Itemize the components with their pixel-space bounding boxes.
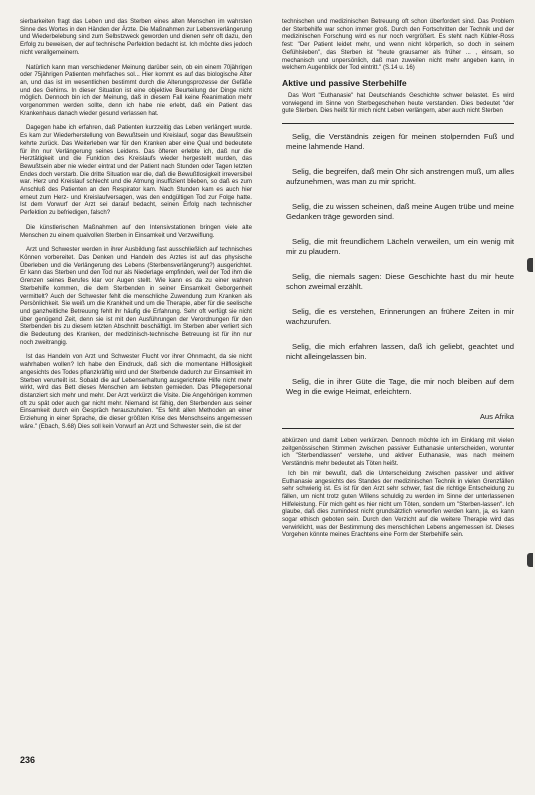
paragraph: Arzt und Schwester werden in ihrer Ausbildung fast ausschließlich auf technisches Können vorbereitet. Das Denken und Handeln des Arztes ist auf das physische Überleben und die Verlängerung des Lebens (Sterbensverlängerung?) ausgerichtet. Er kann das Sterben und den Tod nur als Niederlage empfinden, weil der Tod ihm die Grenzen seines Berufes klar vor Augen stellt. Wie kann es da zu einer wahren Sterbehilfe kommen, die dem Sterbenden in seiner Einsamkeit Geborgenheit vermittelt? Auch der Schwester fehlt die menschliche Zuwendung zum Kranken als Persönlichkeit. Sie weiß um die Krankheit und um die Therapie, aber für die seelische und ganzheitliche Betreuung fehlt ihr häufig die Erfahrung. Sehr oft verfügt sie nicht über genügend Zeit, denn sie ist mit den Ausführungen der Verordnungen für den Sterbenden bis zu diesem letzten Abschnitt beschäftigt. Im Sterben aber verliert sich die Bedeutung des Kranken, der medizinisch-technische Betreuung ist für ihn nur noch zweitrangig. [20,246,252,346]
poem-stanza: Selig, die in ihrer Güte die Tage, die mir noch bleiben auf dem Weg in die ewige Heimat, erleichtern. [286,377,514,397]
poem-stanza: Selig, die mit freundlichem Lächeln verweilen, um ein wenig mit mir zu plaudern. [286,237,514,257]
poem-stanza: Selig, die Verständnis zeigen für meinen stolpernden Fuß und meine lahmende Hand. [286,132,514,152]
poem-source: Aus Afrika [479,412,514,422]
poem-stanza: Selig, die niemals sagen: Diese Geschichte hast du mir heute schon zweimal erzählt. [286,272,514,292]
page-number: 236 [20,755,36,765]
left-text-column [20,18,252,432]
binder-hole-mark [527,553,533,567]
poem-stanza: Selig, die mich erfahren lassen, daß ich geliebt, geachtet und nicht alleingelassen bin. [286,342,514,362]
binder-hole-mark [527,258,533,272]
paragraph: Ich bin mir bewußt, daß die Unterscheidung zwischen passiver und aktiver Euthanasie angesichts des Standes der medizinischen Technik in vielen Grenzfällen sehr schwierig ist. Es ist für den Arzt sehr schwer, fast die richtige Entscheidung zu fällen, um nicht trotz guten Willens schuldig zu werden im Sinne der unterlassenen Hilfeleistung. Für mich geht es hier nicht um Töten, sondern um "Sterben-lassen". Ich glaube, daß dies zumindest nicht grundsätzlich verworfen werden kann, ja, es kann sogar ethisch geboten sein. Durch den Verzicht auf die weitere Therapie wird das verwirklicht, was der Bestimmung des menschlichen Lebens angemessen ist. Dieses Vorgehen könnte meines Erachtens eine Form der Sterbehilfe sein. [282,469,514,539]
poem-stanza: Selig, die es verstehen, Erinnerungen an frühere Zeiten in mir wachzurufen. [286,307,514,327]
paragraph: Ist das Handeln von Arzt und Schwester Flucht vor ihrer Ohnmacht, da sie nicht wahrhaben wollen? Ich habe den Eindruck, daß sich die momentane Hilflosigkeit angesichts des Todes pflanzkräftig wird und der Sterbende dadurch zur Einsamkeit im Sterben verurteilt ist. Sobald die auf Lebenserhaltung ausgerichtete Hilfe nicht mehr wirkt, wird das Bett dieses Menschen am liebsten gemieden. Das Pflegepersonal distanziert sich mehr und mehr. Der Arzt verkürzt die Visite. Die Angehörigen kommen oft zu spät oder auch gar nicht mehr. Niemand ist fähig, den Sterbenden aus seiner Einsamkeit durch ein Gespräch herauszuholen. "Es fehlt allen Methoden an einer Erziehung in einer Sprache, die dieser größten Krise des Menschseins angemessen wäre." (Ebach, S.68) Dies soll kein Vorwurf an Arzt und Schwester sein, die ist der [20,353,252,430]
section-heading: Aktive und passive Sterbehilfe [282,77,407,88]
paragraph: Die künstlerischen Maßnahmen auf den Intensivstationen bringen viele alte Menschen zu einem qualvollen Sterben in Einsamkeit und Verzweiflung. [20,223,252,239]
paragraph: technischen und medizinischen Betreuung oft schon überfordert sind. Das Problem der Sterbehilfe war schon immer groß. Durch den Fortschritten der Technik und der medizinischen Forschung wird es nur noch vergrößert. Es steht nach Kübler-Ross fest: "Der Patient leidet mehr, und wenn nicht körperlich, so doch in seinem Gefühlsleben", das Sterben ist "heute grausamer als früher ... , einsam, so mechanisch und unpersönlich, daß man zuweilen nicht mehr angeben kann, in welchem Augenblick der Tod eintritt." (S.14 u. 16) [282,18,514,72]
paragraph: Dagegen habe ich erfahren, daß Patienten kurzzeitig das Leben verlängert wurde. Es kam zur Wiederherstellung von Bewußtsein und Kreislauf, sogar das Bewußtsein kehrte zurück. Das Weiterleben war für den Kranken aber eine Qual und bedeutete für ihn nur Verlängerung seines Leidens. Das öfteren erlebte ich, daß nur die Herztätigkeit und die Funktion des Kreislaufs wieder hergestellt wurden, das Bewußtsein aber nie wieder eintrat und der Patient nach Stunden oder Tagen letzten Endes doch verstarb. Die dritte Situation war die, daß die Bewußtlosigkeit irreversibel war. Herz und Kreislauf schlecht und die Atmung insuffizient blieben, so daß es zum Anschluß des Patienten an den Respirator kam. Nach Stunden kam es auch hier erneut zum Herz- und Kreislaufversagen, was den endgültigen Tod zur Folge hatte. Ist dem Vorwurf der Arzt sei darauf bedacht, seinen Erfolg nach technischer Perfektion zu befriedigen, falsch? [20,124,252,217]
poem-box [282,123,514,429]
paragraph: Das Wort "Euthanasie" hat Deutschlands Geschichte schwer belastet. Es wird vorwiegend im Sinne von Sterbegeschehen heute verstanden. Dies bedeutet "der gute Sterben. Dies heißt für mich nicht Leben verlängern, aber auch nicht Sterben [282,91,514,115]
poem-stanza: Selig, die zu wissen scheinen, daß meine Augen trübe und meine Gedanken träge geworden sind. [286,202,514,222]
paragraph: Natürlich kann man verschiedener Meinung darüber sein, ob ein einem 70jährigen oder 75jährigen Patienten mehrfaches sol... Hier kommt es auf das biologische Alter an, und das ist im wesentlichen bestimmt durch die Alterungsprozesse der Gefäße und des Gehirns. In dieser Situation ist eine objektive Beurteilung der Dinge nicht möglich. Dennoch bin ich der Meinung, daß in diesem Fall keine Reanimation mehr vorgenommen werden sollte, denn ich habe nie erlebt, daß ein Patient das Krankenhaus danach wieder gesund verlassen hat. [20,63,252,117]
paragraph: sierbarkeiten fragt das Leben und das Sterben eines alten Menschen im wahrsten Sinne des Wortes in den Händen der Ärzte. Die Maßnahmen zur Lebensverlängerung und Wiederbelebung sind zum Selbstzweck geworden und dienen sehr oft dazu, den Erfolg zu beweisen, der auf technische Perfektion bedacht ist. Ich möchte dies jedoch nicht verallgemeinern. [20,18,252,56]
right-text-column [282,18,514,541]
poem-stanza: Selig, die begreifen, daß mein Ohr sich anstrengen muß, um alles aufzunehmen, was man zu mir spricht. [286,167,514,187]
paragraph: abkürzen und damit Leben verkürzen. Dennoch möchte ich im Einklang mit vielen zeitgenössischen Stimmen zwischen passiver Euthanasie unterscheiden, worunter ich "Sterbendlassen" verstehe, und aktiver Euthanasie, was nach meinem Verständnis mehr bedeutet als Töten heißt. [282,437,514,468]
